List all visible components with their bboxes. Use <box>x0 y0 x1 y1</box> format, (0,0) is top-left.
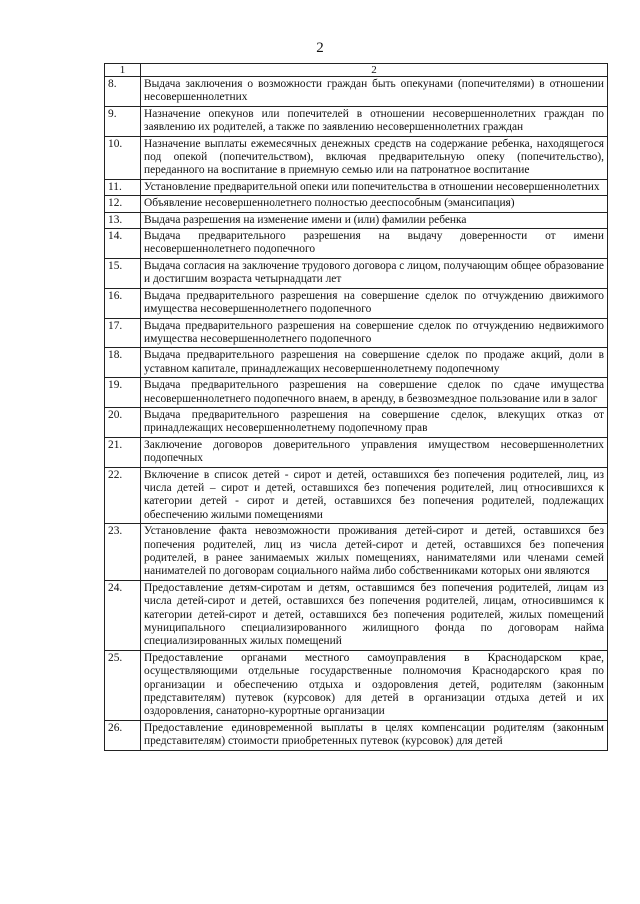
row-number: 8. <box>105 77 141 107</box>
table-row <box>105 378 608 408</box>
table-row <box>105 580 608 650</box>
row-number: 11. <box>105 179 141 195</box>
row-number: 13. <box>105 212 141 228</box>
row-description: Установление предварительной опеки или попечительства в отношении несовершеннолетних <box>141 179 608 195</box>
table-row <box>105 179 608 195</box>
row-description: Включение в список детей - сирот и детей, оставшихся без попечения родителей, лиц, из числа детей – сирот и детей, оставшихся без попечения родителей, лиц относившихся к категории детей - сирот и детей, оставшихся без попечения родителей, подлежащих обеспечению жилыми помещениями <box>141 467 608 524</box>
row-number: 17. <box>105 318 141 348</box>
row-number: 18. <box>105 348 141 378</box>
row-description: Заключение договоров доверительного управления имуществом несовершеннолетних подопечных <box>141 437 608 467</box>
row-number: 26. <box>105 720 141 750</box>
row-number: 25. <box>105 650 141 720</box>
table-row <box>105 77 608 107</box>
services-table <box>104 63 608 751</box>
row-number: 20. <box>105 407 141 437</box>
table-header-row <box>105 64 608 77</box>
table-row <box>105 720 608 750</box>
services-table-body <box>105 64 608 751</box>
row-description: Объявление несовершеннолетнего полностью дееспособным (эмансипация) <box>141 196 608 212</box>
row-number: 19. <box>105 378 141 408</box>
row-description: Выдача предварительного разрешения на совершение сделок, влекущих отказ от принадлежащих несовершеннолетнему подопечному прав <box>141 407 608 437</box>
row-description: Предоставление единовременной выплаты в целях компенсации родителям (законным представителям) стоимости приобретенных путевок (курсовок) для детей <box>141 720 608 750</box>
row-description: Предоставление детям-сиротам и детям, оставшимся без попечения родителей, лицам из числа детей-сирот и детей, оставшихся без попечения родителей, лицам, относившимся к категории детей-сирот и детей, оставшихся без попечения родителей, жилых помещений муниципального специализированного жилищного фонда по договорам найма специализированных жилых помещений <box>141 580 608 650</box>
row-description: Назначение опекунов или попечителей в отношении несовершеннолетних граждан по заявлению их родителей, а также по заявлению несовершеннолетних граждан <box>141 106 608 136</box>
table-row <box>105 196 608 212</box>
row-number: 9. <box>105 106 141 136</box>
row-description: Выдача согласия на заключение трудового договора с лицом, получающим общее образование и достигшим возраста четырнадцати лет <box>141 258 608 288</box>
page-number: 2 <box>316 40 324 56</box>
table-row <box>105 348 608 378</box>
table-row <box>105 467 608 524</box>
row-description: Установление факта невозможности проживания детей-сирот и детей, оставшихся без попечения родителей, лиц из числа детей-сирот и детей, оставшихся без попечения родителей, в ранее занимаемых жилых помещениях, нанимателями или членами семей нанимателей по договорам социального найма либо собственниками которых они являются <box>141 524 608 581</box>
row-number: 21. <box>105 437 141 467</box>
row-number: 15. <box>105 258 141 288</box>
row-description: Предоставление органами местного самоуправления в Краснодарском крае, осуществляющими отдельные государственные полномочия Краснодарского края по организации и обеспечению отдыха и оздоровления детей, родителям (законным представителям) путевок (курсовок) для детей в организации отдыха детей и их оздоровления, санаторно-курортные организации <box>141 650 608 720</box>
row-number: 16. <box>105 288 141 318</box>
row-number: 22. <box>105 467 141 524</box>
table-row <box>105 229 608 259</box>
row-description: Выдача предварительного разрешения на совершение сделок по отчуждению недвижимого имущества несовершеннолетнего подопечного <box>141 318 608 348</box>
table-row <box>105 524 608 581</box>
table-row <box>105 136 608 179</box>
row-number: 23. <box>105 524 141 581</box>
row-number: 14. <box>105 229 141 259</box>
table-row <box>105 318 608 348</box>
row-description: Назначение выплаты ежемесячных денежных средств на содержание ребенка, находящегося под опекой (попечительством), включая предварительную опеку (попечительство), переданного на воспитание в приемную семью или на патронатное воспитание <box>141 136 608 179</box>
row-number: 10. <box>105 136 141 179</box>
table-row <box>105 650 608 720</box>
row-description: Выдача предварительного разрешения на совершение сделок по отчуждению движимого имущества несовершеннолетнего подопечного <box>141 288 608 318</box>
table-row <box>105 437 608 467</box>
row-description: Выдача разрешения на изменение имени и (или) фамилии ребенка <box>141 212 608 228</box>
row-description: Выдача предварительного разрешения на выдачу доверенности от имени несовершеннолетнего подопечного <box>141 229 608 259</box>
header-col-number: 1 <box>105 64 141 77</box>
row-description: Выдача заключения о возможности граждан быть опекунами (попечителями) в отношении несовершеннолетних <box>141 77 608 107</box>
row-description: Выдача предварительного разрешения на совершение сделок по сдаче имущества несовершеннолетнего подопечного внаем, в аренду, в безвозмездное пользование или в залог <box>141 378 608 408</box>
row-description: Выдача предварительного разрешения на совершение сделок по продаже акций, доли в уставном капитале, принадлежащих несовершеннолетнему подопечному <box>141 348 608 378</box>
table-row <box>105 407 608 437</box>
row-number: 24. <box>105 580 141 650</box>
header-col-description: 2 <box>141 64 608 77</box>
table-row <box>105 212 608 228</box>
table-row <box>105 106 608 136</box>
table-row <box>105 258 608 288</box>
row-number: 12. <box>105 196 141 212</box>
table-row <box>105 288 608 318</box>
